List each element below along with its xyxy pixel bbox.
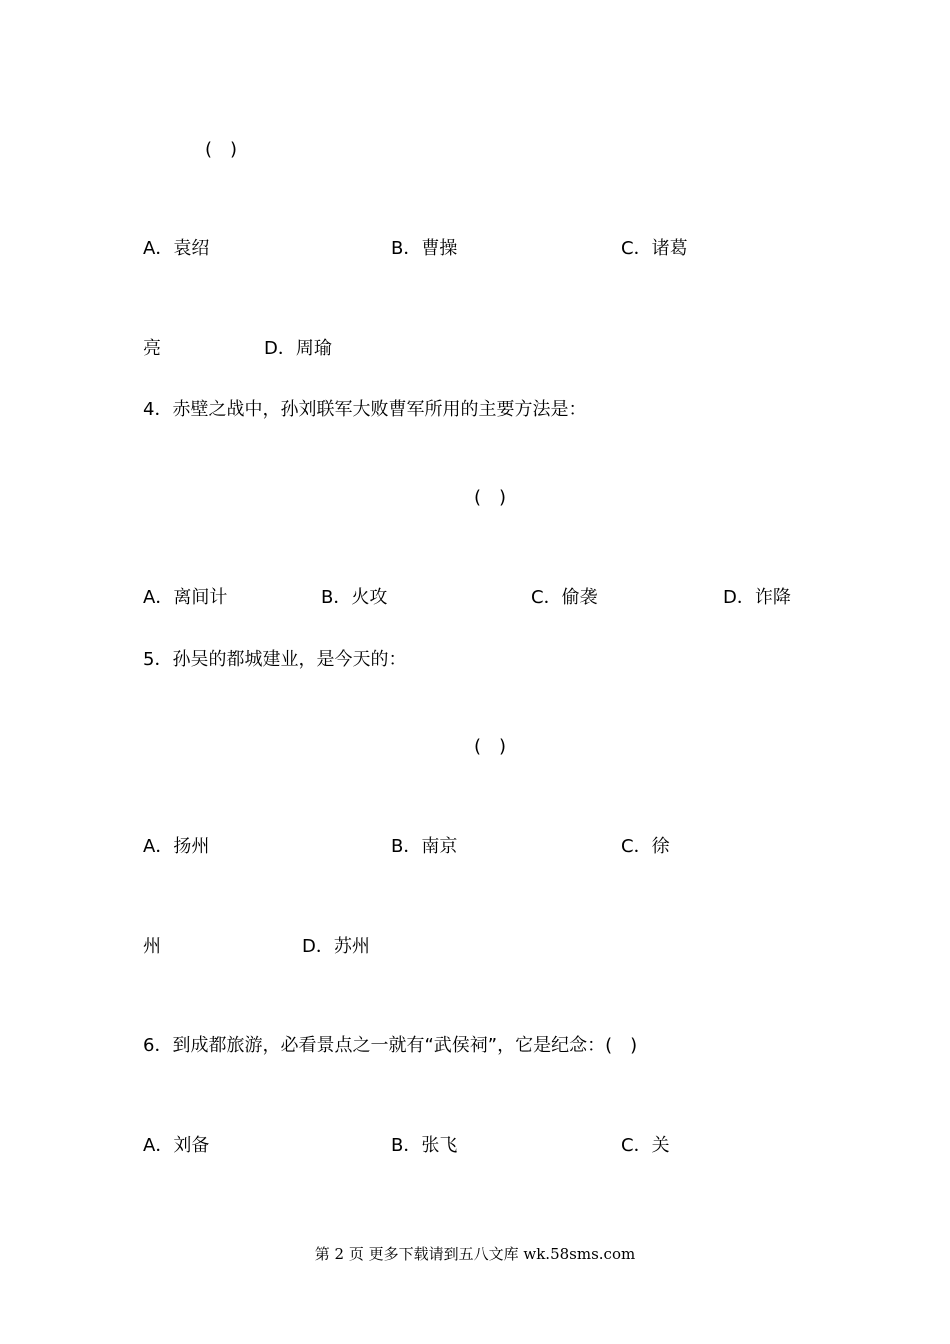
q5-option-a: A．扬州: [143, 836, 210, 857]
q3-option-c-continued: 亮: [143, 338, 161, 359]
q4-option-c: C．偷袭: [531, 587, 598, 608]
q5-option-b: B．南京: [391, 836, 458, 857]
q6-option-c: C．关: [621, 1135, 670, 1156]
q5-answer-paren: ( ): [474, 736, 507, 757]
q4-option-d: D．诈降: [723, 587, 791, 608]
q3-option-d: D．周瑜: [264, 338, 332, 359]
q3-option-b: B．曹操: [391, 238, 458, 259]
q5-option-d: D．苏州: [302, 936, 370, 957]
q3-option-c: C．诸葛: [621, 238, 688, 259]
page-footer: 第 2 页 更多下载请到五八文库 wk.58sms.com: [314, 1245, 636, 1263]
q4-answer-paren: ( ): [474, 487, 507, 508]
q4-question: 4．赤壁之战中，孙刘联军大败曹军所用的主要方法是：: [143, 399, 587, 420]
q3-option-a: A．袁绍: [143, 238, 210, 259]
q4-option-b: B．火攻: [321, 587, 388, 608]
q3-answer-paren: ( ): [205, 139, 238, 160]
q5-question: 5．孙吴的都城建业，是今天的：: [143, 649, 407, 670]
q5-option-c: C．徐: [621, 836, 670, 857]
q6-question: 6．到成都旅游，必看景点之一就有“武侯祠”，它是纪念：( ): [143, 1035, 638, 1056]
q6-option-a: A．刘备: [143, 1135, 210, 1156]
q5-option-c-continued: 州: [143, 936, 161, 957]
q4-option-a: A．离间计: [143, 587, 228, 608]
q6-option-b: B．张飞: [391, 1135, 458, 1156]
